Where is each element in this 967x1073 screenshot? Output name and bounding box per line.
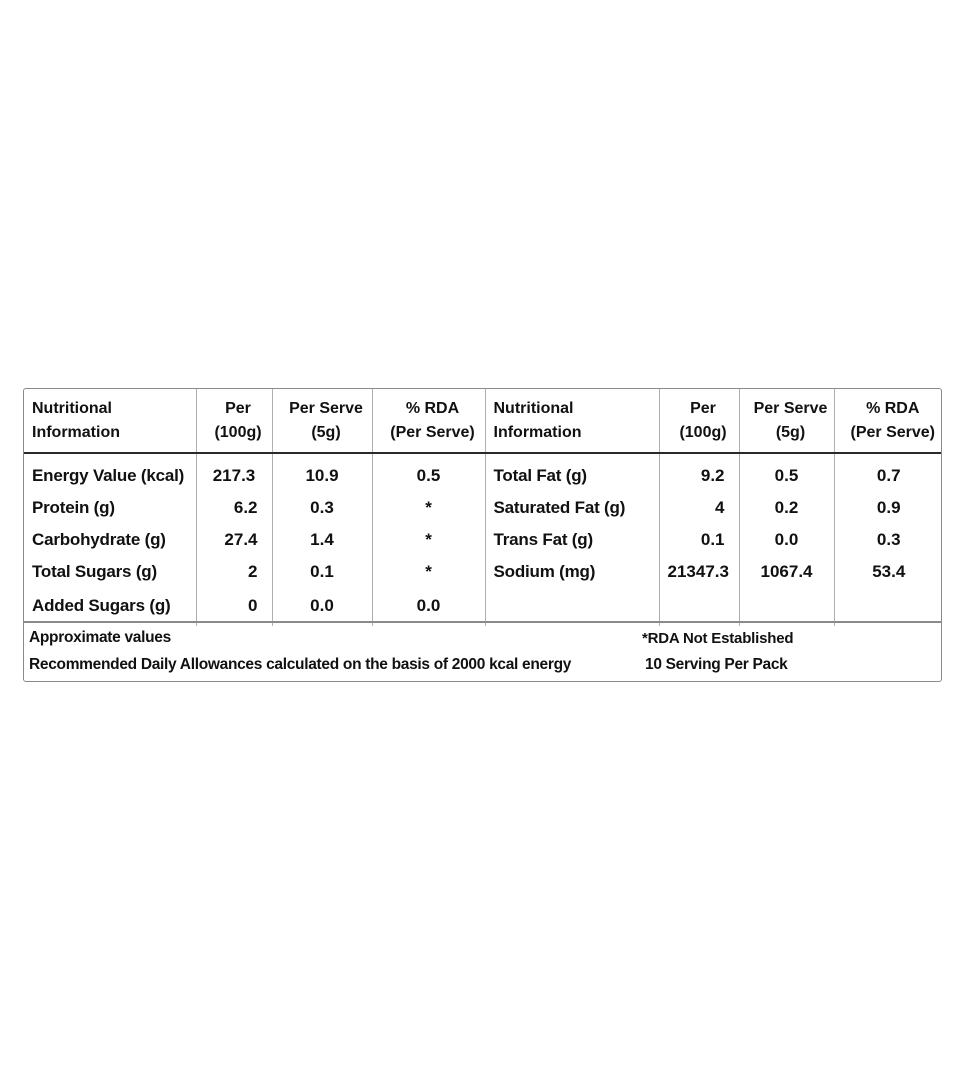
per-100g-value: 0 (196, 588, 272, 626)
per-100g-value: 27.4 (196, 524, 272, 556)
nutrient-name: Added Sugars (g) (32, 596, 171, 615)
nutrient-name: Carbohydrate (g) (32, 530, 166, 549)
rda-value: 0.5 (372, 453, 485, 492)
servings-per-pack: 10 Serving Per Pack (645, 656, 788, 673)
per-100g-value: 6.2 (196, 492, 272, 524)
per-serve-value: 0.3 (272, 492, 372, 524)
per-serve-value: 0.0 (739, 524, 834, 556)
table-row (24, 524, 942, 556)
per-100g-value: 0.1 (659, 524, 739, 556)
nutrient-name: Protein (g) (32, 498, 115, 517)
header-per-100g-right: Per (100g) (659, 389, 739, 453)
header-row (24, 389, 942, 453)
nutrient-name: Total Fat (g) (485, 453, 659, 492)
rda-value: * (372, 556, 485, 588)
header-per-100g: Per (100g) (196, 389, 272, 453)
nutrient-name: Saturated Fat (g) (485, 492, 659, 524)
rda-value: 0.9 (834, 492, 942, 524)
nutrient-name: Trans Fat (g) (485, 524, 659, 556)
nutrient-name: Total Sugars (g) (32, 562, 157, 581)
per-100g-value: 9.2 (659, 453, 739, 492)
rda-value: 0.3 (834, 524, 942, 556)
header-per-serve-right: Per Serve (5g) (739, 389, 834, 453)
rda-value: * (372, 492, 485, 524)
nutrition-facts-panel (23, 388, 942, 682)
per-serve-value: 1067.4 (739, 556, 834, 588)
approximate-values-note: Approximate values (29, 629, 171, 646)
header-rda-right: % RDA (Per Serve) (834, 389, 942, 453)
per-100g-value: 2 (196, 556, 272, 588)
header-per-serve: Per Serve (5g) (272, 389, 372, 453)
header-nutritional-information: Nutritional Information (24, 389, 196, 453)
header-nutritional-information-right: Nutritional Information (485, 389, 659, 453)
per-100g-value: 21347.3 (659, 556, 739, 588)
table-row (24, 453, 942, 492)
per-serve-value: 0.2 (739, 492, 834, 524)
per-100g-value: 4 (659, 492, 739, 524)
per-serve-value: 0.5 (739, 453, 834, 492)
table-row (24, 492, 942, 524)
table-row (24, 556, 942, 588)
per-serve-value: 0.0 (272, 588, 372, 626)
rda-basis-note: Recommended Daily Allowances calculated on the basis of 2000 kcal energy (29, 656, 572, 673)
nutrition-table (24, 389, 942, 626)
nutrient-name: Sodium (mg) (485, 556, 659, 588)
footer-divider (24, 621, 942, 623)
per-serve-value: 0.1 (272, 556, 372, 588)
rda-value: * (372, 524, 485, 556)
rda-not-established-note: *RDA Not Established (642, 630, 794, 647)
rda-value: 53.4 (834, 556, 942, 588)
header-rda: % RDA (Per Serve) (372, 389, 485, 453)
per-100g-value: 217.3 (196, 453, 272, 492)
per-serve-value: 10.9 (272, 453, 372, 492)
rda-value: 0.0 (372, 588, 485, 626)
nutrient-name: Energy Value (kcal) (32, 466, 185, 485)
rda-value: 0.7 (834, 453, 942, 492)
per-serve-value: 1.4 (272, 524, 372, 556)
